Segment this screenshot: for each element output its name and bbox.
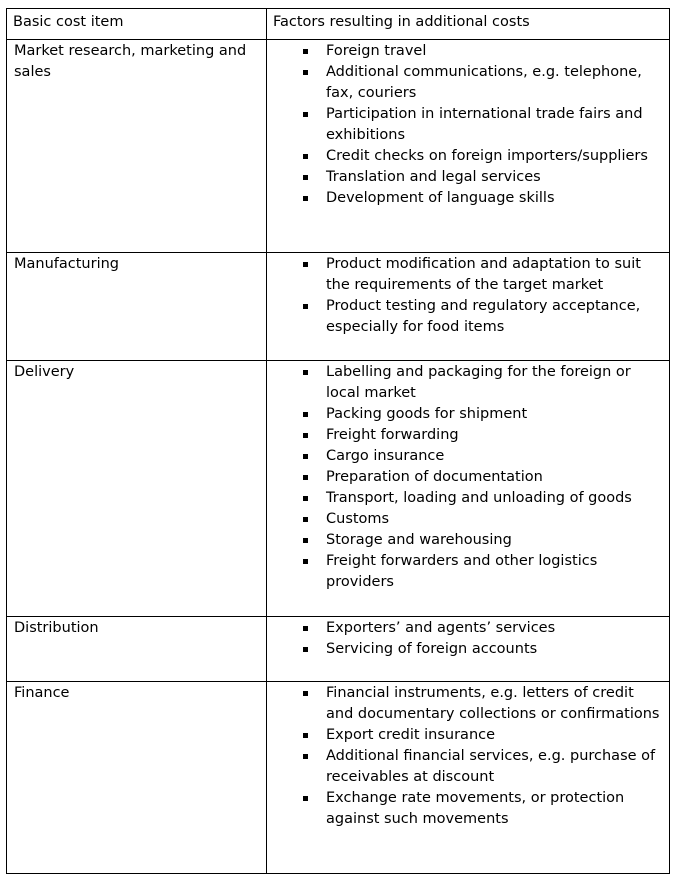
square-bullet-icon — [303, 538, 308, 543]
factors-cell — [267, 253, 670, 361]
list-item — [267, 683, 669, 725]
factors-list — [267, 40, 669, 209]
list-item — [267, 254, 669, 296]
square-bullet-icon — [303, 647, 308, 652]
square-bullet-icon — [303, 262, 308, 267]
factor-text: Product testing and regulatory acceptance, especially for food items — [326, 298, 641, 335]
factor-text: Exchange rate movements, or protection against such movements — [326, 790, 625, 827]
square-bullet-icon — [303, 796, 308, 801]
factor-text: Cargo insurance — [326, 448, 445, 464]
cost-item-cell — [7, 617, 267, 682]
factor-text: Financial instruments, e.g. letters of credit and documentary collections or confirmations — [326, 685, 660, 722]
factor-text: Additional financial services, e.g. purchase of receivables at discount — [326, 748, 656, 785]
list-item — [267, 146, 669, 167]
header-factors-label: Factors resulting in additional costs — [273, 14, 530, 30]
square-bullet-icon — [303, 754, 308, 759]
header-basic-cost-item — [7, 9, 267, 40]
cost-item-label: Market research, marketing and sales — [14, 43, 247, 80]
list-item — [267, 530, 669, 551]
square-bullet-icon — [303, 626, 308, 631]
square-bullet-icon — [303, 304, 308, 309]
cost-item-cell — [7, 40, 267, 253]
square-bullet-icon — [303, 370, 308, 375]
list-item — [267, 551, 669, 593]
cost-item-cell — [7, 361, 267, 617]
factors-cell — [267, 40, 670, 253]
factor-text: Export credit insurance — [326, 727, 496, 743]
square-bullet-icon — [303, 112, 308, 117]
square-bullet-icon — [303, 559, 308, 564]
square-bullet-icon — [303, 475, 308, 480]
factor-text: Packing goods for shipment — [326, 406, 528, 422]
list-item — [267, 488, 669, 509]
cost-item-label: Delivery — [14, 364, 75, 380]
square-bullet-icon — [303, 412, 308, 417]
factor-text: Customs — [326, 511, 390, 527]
square-bullet-icon — [303, 517, 308, 522]
list-item — [267, 425, 669, 446]
list-item — [267, 446, 669, 467]
table-row — [7, 361, 670, 617]
square-bullet-icon — [303, 433, 308, 438]
header-additional-cost-factors — [267, 9, 670, 40]
list-item — [267, 62, 669, 104]
square-bullet-icon — [303, 454, 308, 459]
factors-list — [267, 617, 669, 660]
cost-item-label: Distribution — [14, 620, 99, 636]
square-bullet-icon — [303, 175, 308, 180]
factor-text: Development of language skills — [326, 190, 555, 206]
table-row — [7, 682, 670, 874]
factor-text: Exporters’ and agents’ services — [326, 620, 556, 636]
square-bullet-icon — [303, 733, 308, 738]
factors-cell — [267, 361, 670, 617]
list-item — [267, 618, 669, 639]
cost-table — [6, 8, 670, 874]
table-row — [7, 40, 670, 253]
list-item — [267, 509, 669, 530]
factors-cell — [267, 682, 670, 874]
factor-text: Storage and warehousing — [326, 532, 512, 548]
factors-list — [267, 682, 669, 830]
header-item-label: Basic cost item — [13, 14, 124, 30]
table-row — [7, 253, 670, 361]
square-bullet-icon — [303, 49, 308, 54]
factor-text: Additional communications, e.g. telephone, fax, couriers — [326, 64, 642, 101]
factor-text: Servicing of foreign accounts — [326, 641, 538, 657]
factor-text: Foreign travel — [326, 43, 427, 59]
factors-cell — [267, 617, 670, 682]
header-row — [7, 9, 670, 40]
square-bullet-icon — [303, 70, 308, 75]
list-item — [267, 746, 669, 788]
factor-text: Credit checks on foreign importers/suppliers — [326, 148, 648, 164]
cost-item-label: Finance — [14, 685, 70, 701]
factor-text: Freight forwarding — [326, 427, 459, 443]
square-bullet-icon — [303, 691, 308, 696]
factor-text: Freight forwarders and other logistics providers — [326, 553, 598, 590]
square-bullet-icon — [303, 154, 308, 159]
cost-item-label: Manufacturing — [14, 256, 119, 272]
factor-text: Transport, loading and unloading of goods — [326, 490, 632, 506]
list-item — [267, 296, 669, 338]
factor-text: Labelling and packaging for the foreign or local market — [326, 364, 631, 401]
list-item — [267, 188, 669, 209]
list-item — [267, 362, 669, 404]
list-item — [267, 167, 669, 188]
cost-item-cell — [7, 253, 267, 361]
factor-text: Participation in international trade fairs and exhibitions — [326, 106, 643, 143]
factor-text: Product modification and adaptation to suit the requirements of the target market — [326, 256, 641, 293]
cost-item-cell — [7, 682, 267, 874]
square-bullet-icon — [303, 496, 308, 501]
factors-list — [267, 361, 669, 593]
list-item — [267, 104, 669, 146]
factor-text: Preparation of documentation — [326, 469, 543, 485]
list-item — [267, 404, 669, 425]
factor-text: Translation and legal services — [326, 169, 541, 185]
table-row — [7, 617, 670, 682]
list-item — [267, 639, 669, 660]
list-item — [267, 467, 669, 488]
list-item — [267, 788, 669, 830]
list-item — [267, 41, 669, 62]
list-item — [267, 725, 669, 746]
factors-list — [267, 253, 669, 338]
square-bullet-icon — [303, 196, 308, 201]
